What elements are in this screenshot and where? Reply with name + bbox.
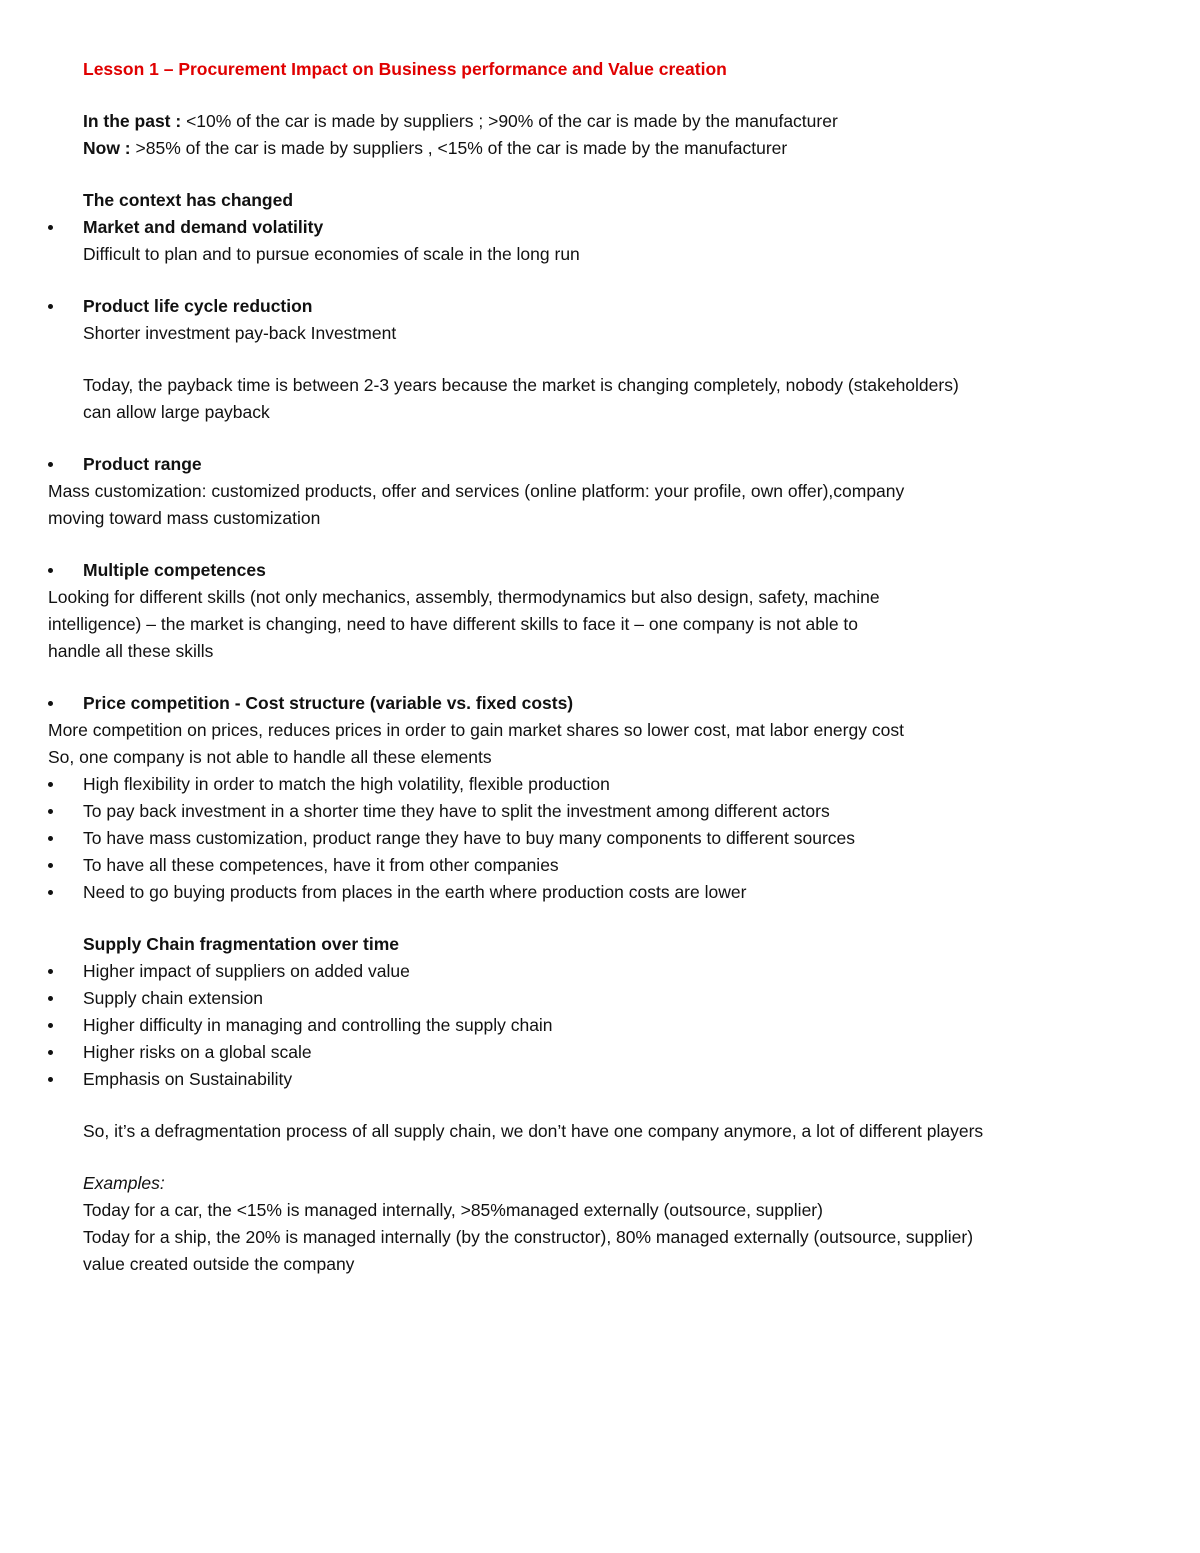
examples-heading: Examples: (83, 1173, 165, 1193)
bullet-icon (48, 809, 53, 814)
price-heading: Price competition - Cost structure (variable vs. fixed costs) (48, 690, 1138, 717)
past-text: <10% of the car is made by suppliers ; >90% of the car is made by the manufacturer (181, 111, 838, 131)
list-item: Emphasis on Sustainability (48, 1066, 1138, 1093)
competences-line3: handle all these skills (48, 641, 214, 661)
bullet-icon (48, 836, 53, 841)
examples-line2: Today for a ship, the 20% is managed internally (by the constructor), 80% managed externally (outsource, supplier) (83, 1227, 974, 1247)
competences-heading: Multiple competences (48, 557, 1138, 584)
past-label: In the past : (83, 111, 182, 131)
list-item: To have all these competences, have it from other companies (48, 852, 1138, 879)
bullet-icon (48, 996, 53, 1001)
lifecycle-heading: Product life cycle reduction (48, 293, 1138, 320)
competences-line2: intelligence) – the market is changing, need to have different skills to face it – one company is not able to (48, 614, 859, 634)
range-line1: Mass customization: customized products, offer and services (online platform: your profile, own offer),company (48, 481, 905, 501)
list-item: Need to go buying products from places in the earth where production costs are lower (48, 879, 1138, 906)
market-heading: Market and demand volatility (48, 214, 1138, 241)
fragmentation-summary: So, it’s a defragmentation process of all supply chain, we don’t have one company anymore, a lot of different players (83, 1121, 984, 1141)
competences-line1: Looking for different skills (not only mechanics, assembly, thermodynamics but also design, safety, machine (48, 587, 880, 607)
bullet-icon (48, 225, 53, 230)
fragmentation-heading: Supply Chain fragmentation over time (83, 934, 400, 954)
bullet-icon (48, 1023, 53, 1028)
document-body (48, 56, 1138, 1278)
lesson-title: Lesson 1 – Procurement Impact on Business performance and Value creation (83, 59, 727, 79)
bullet-icon (48, 1050, 53, 1055)
lifecycle-para-line2: can allow large payback (83, 402, 270, 422)
context-heading: The context has changed (83, 190, 294, 210)
list-item: Higher difficulty in managing and controlling the supply chain (48, 1012, 1138, 1039)
list-item: Higher risks on a global scale (48, 1039, 1138, 1066)
range-line2: moving toward mass customization (48, 508, 321, 528)
bullet-icon (48, 304, 53, 309)
bullet-icon (48, 462, 53, 467)
bullet-icon (48, 782, 53, 787)
range-heading: Product range (48, 451, 1138, 478)
lifecycle-text: Shorter investment pay-back Investment (83, 323, 397, 343)
price-line1: More competition on prices, reduces prices in order to gain market shares so lower cost, mat labor energy cost (48, 720, 904, 740)
bullet-icon (48, 969, 53, 974)
list-item: Supply chain extension (48, 985, 1138, 1012)
now-label: Now : (83, 138, 131, 158)
list-item: Higher impact of suppliers on added value (48, 958, 1138, 985)
bullet-icon (48, 890, 53, 895)
list-item: High flexibility in order to match the high volatility, flexible production (48, 771, 1138, 798)
now-text: >85% of the car is made by suppliers , <15% of the car is made by the manufacturer (130, 138, 788, 158)
examples-line3: value created outside the company (83, 1254, 355, 1274)
bullet-icon (48, 863, 53, 868)
bullet-icon (48, 701, 53, 706)
lifecycle-para-line1: Today, the payback time is between 2-3 years because the market is changing completely, nobody (stakeholders) (83, 375, 959, 395)
examples-line1: Today for a car, the <15% is managed internally, >85%managed externally (outsource, supplier) (83, 1200, 823, 1220)
market-text: Difficult to plan and to pursue economies of scale in the long run (83, 244, 580, 264)
price-line2: So, one company is not able to handle all these elements (48, 747, 492, 767)
past-line (48, 108, 1138, 135)
bullet-icon (48, 568, 53, 573)
list-item: To have mass customization, product range they have to buy many components to different sources (48, 825, 1138, 852)
list-item: To pay back investment in a shorter time they have to split the investment among different actors (48, 798, 1138, 825)
now-line (48, 135, 1138, 162)
bullet-icon (48, 1077, 53, 1082)
